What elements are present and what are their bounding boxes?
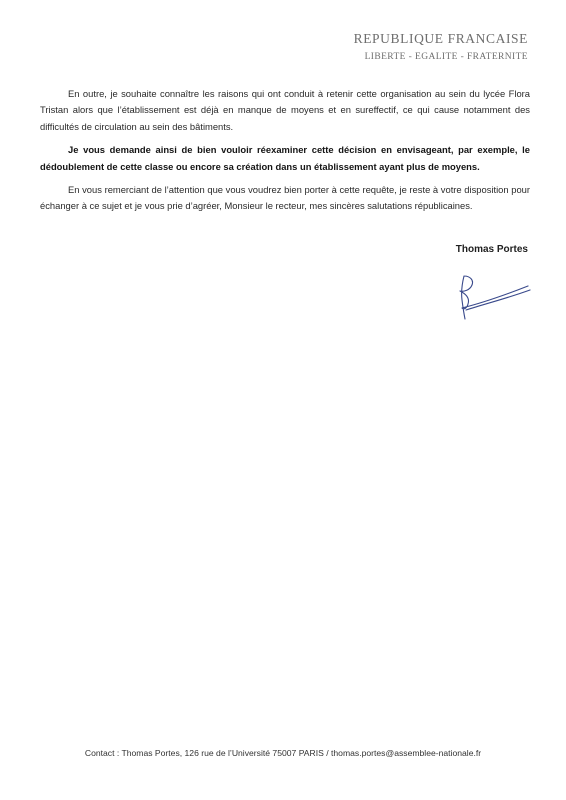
letter-body: [40, 86, 530, 222]
paragraph-request: Je vous demande ainsi de bien vouloir réexaminer cette décision en envisageant, par exemple, le dédoublement de cette classe ou encore sa création dans un établissement ayant plus de moyens.: [40, 144, 530, 172]
paragraph-reasons: En outre, je souhaite connaître les raisons qui ont conduit à retenir cette organisation au sein du lycée Flora Tristan alors que l’établissement est déjà en manque de moyens et en sureffectif, ce qui cause notamment des difficultés de circulation au sein des bâtiments.: [40, 88, 530, 132]
paragraph-closing: En vous remerciant de l’attention que vous voudrez bien porter à cette requête, je reste à votre disposition pour échanger à ce sujet et je vous prie d’agréer, Monsieur le recteur, mes sincères salutations républicaines.: [40, 184, 530, 212]
signatory-name: Thomas Portes: [455, 244, 528, 255]
contact-footer: Contact : Thomas Portes, 126 rue de l’Université 75007 PARIS / thomas.portes@assemblee-nationale.fr: [84, 748, 482, 758]
handwritten-signature: [448, 270, 532, 322]
letterhead: [354, 30, 528, 64]
republic-title: REPUBLIQUE FRANCAISE: [353, 31, 528, 46]
republic-motto: LIBERTE - EGALITE - FRATERNITE: [364, 52, 528, 62]
